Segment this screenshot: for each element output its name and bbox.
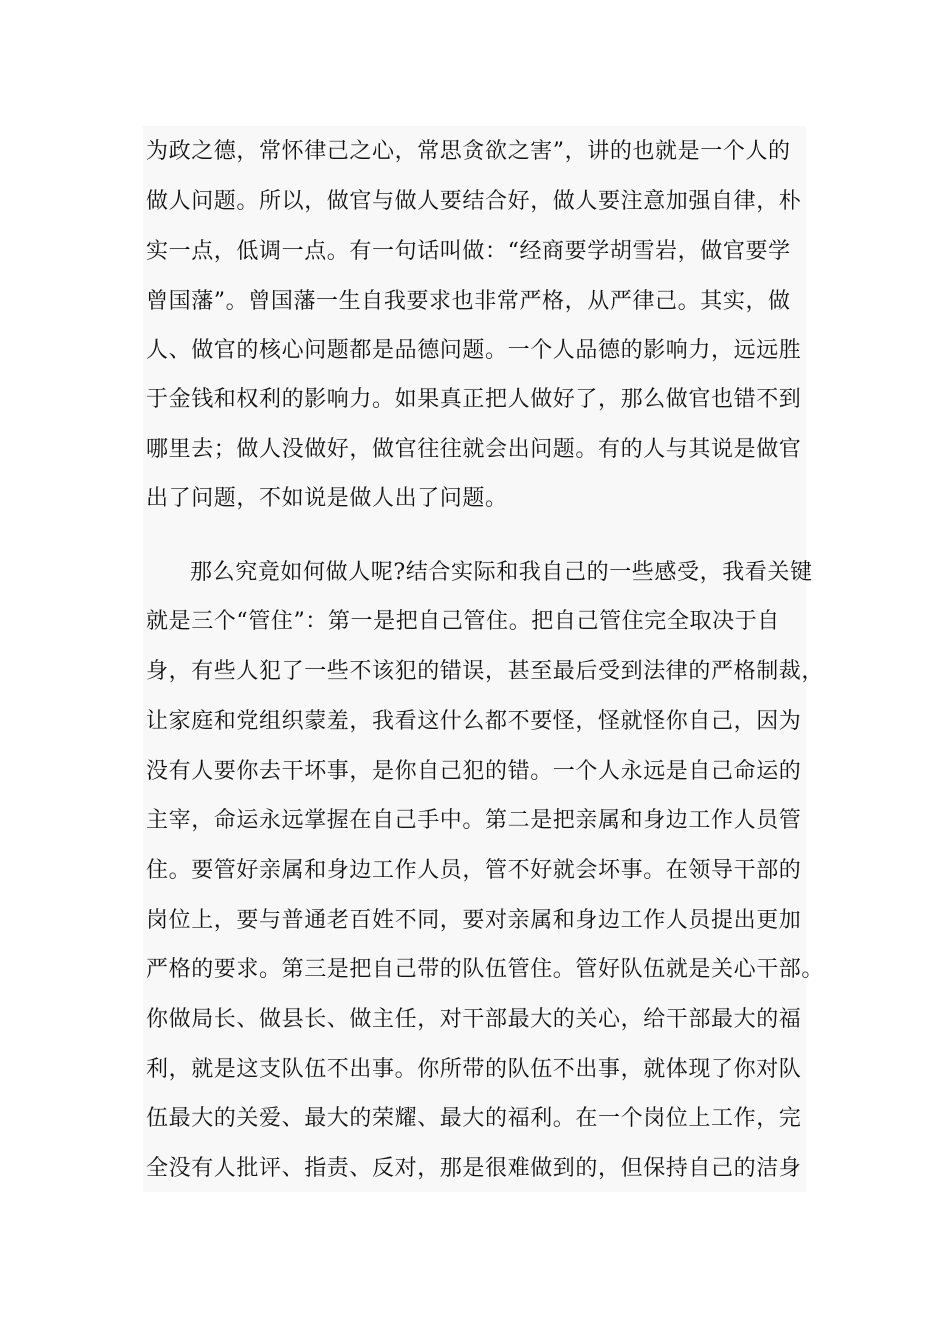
paragraph-2-line: 住。要管好亲属和身边工作人员，管不好就会坏事。在领导干部的: [146, 858, 802, 883]
paragraph-1-line: 曾国藩”。曾国藩一生自我要求也非常严格，从严律己。其实，做: [146, 289, 791, 314]
paragraph-2-line: 岗位上，要与普通老百姓不同，要对亲属和身边工作人员提出更加: [146, 908, 802, 933]
paragraph-1-line: 于金钱和权利的影响力。如果真正把人做好了，那么做官也错不到: [146, 387, 802, 412]
paragraph-2-line: 让家庭和党组织蒙羞，我看这什么都不要怪，怪就怪你自己，因为: [146, 709, 802, 734]
paragraph-2-line: 没有人要你去干坏事，是你自己犯的错。一个人永远是自己命运的: [146, 759, 802, 784]
paragraph-2-line: 伍最大的关爱、最大的荣耀、最大的福利。在一个岗位上工作，完: [146, 1106, 802, 1131]
paragraph-1-line: 做人问题。所以，做官与做人要结合好，做人要注意加强自律，朴: [146, 189, 802, 214]
paragraph-2-line: 你做局长、做县长、做主任，对干部最大的关心，给干部最大的福: [146, 1007, 802, 1032]
paragraph-1-line: 出了问题，不如说是做人出了问题。: [146, 486, 508, 511]
paragraph-1-line: 哪里去；做人没做好，做官往往就会出问题。有的人与其说是做官: [146, 437, 802, 462]
paragraph-2-line: 那么究竟如何做人呢?结合实际和我自己的一些感受，我看关键: [190, 560, 813, 585]
paragraph-2-line: 就是三个“管住”：第一是把自己管住。把自己管住完全取决于自: [146, 609, 780, 634]
paragraph-2-line: 严格的要求。第三是把自己带的队伍管住。管好队伍就是关心干部。: [146, 957, 825, 982]
paragraph-2-line: 身，有些人犯了一些不该犯的错误，甚至最后受到法律的严格制裁，: [146, 659, 825, 684]
paragraph-2-line: 主宰，命运永远掌握在自己手中。第二是把亲属和身边工作人员管: [146, 808, 802, 833]
paragraph-2-line: 利，就是这支队伍不出事。你所带的队伍不出事，就体现了你对队: [146, 1057, 802, 1082]
paragraph-1-line: 人、做官的核心问题都是品德问题。一个人品德的影响力，远远胜: [146, 338, 802, 363]
paragraph-1-line: 为政之德，常怀律己之心，常思贪欲之害”，讲的也就是一个人的: [146, 139, 791, 164]
paragraph-2-line: 全没有人批评、指责、反对，那是很难做到的，但保持自己的洁身: [146, 1156, 802, 1181]
paragraph-1-line: 实一点，低调一点。有一句话叫做：“经商要学胡雪岩，做官要学: [146, 239, 791, 264]
